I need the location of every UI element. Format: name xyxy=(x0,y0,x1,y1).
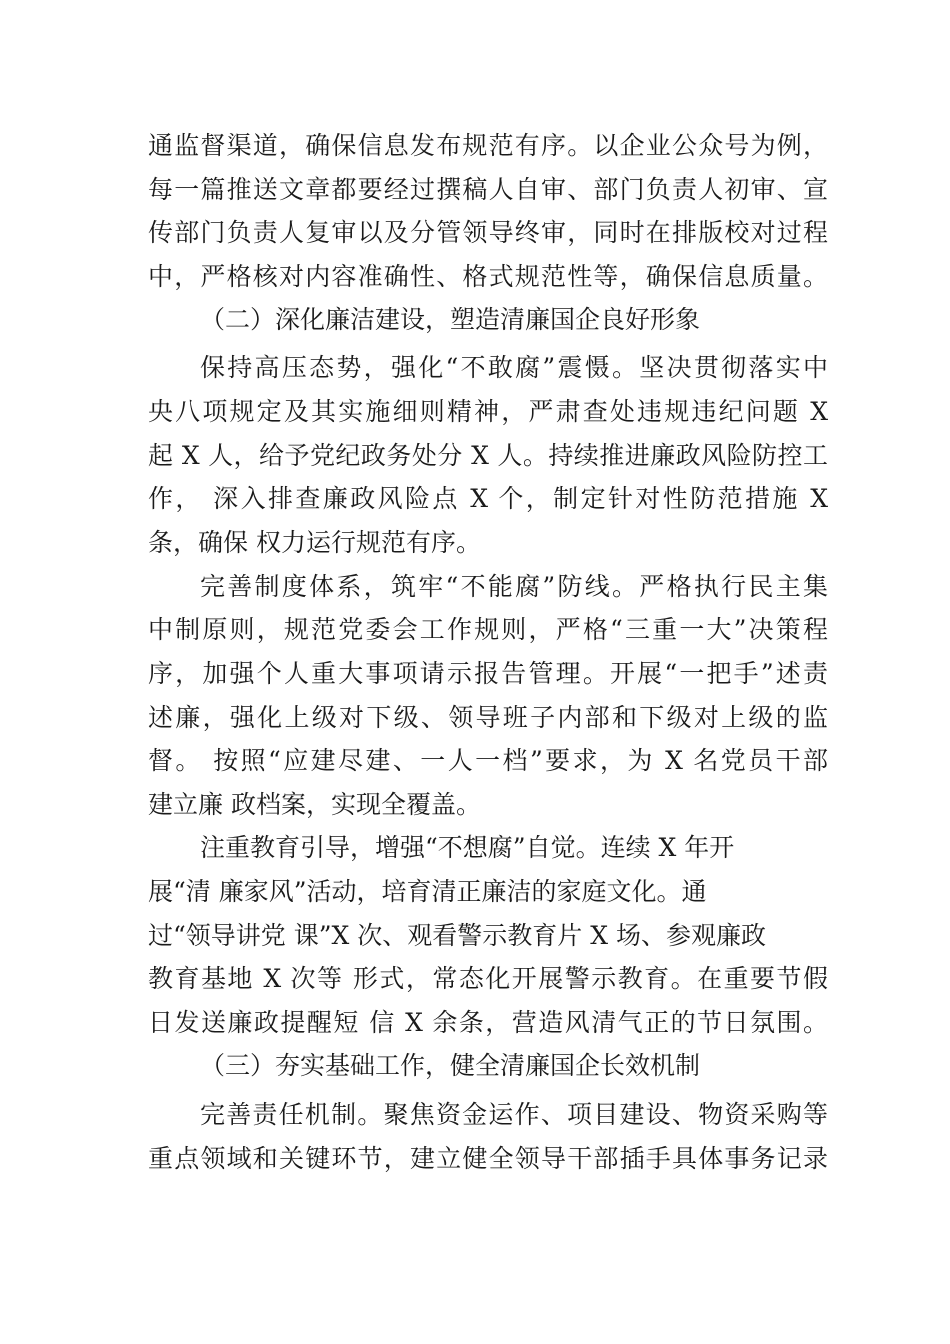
text-line-11: 完善制度体系，筑牢“不能腐”防线。严格执行民主集 xyxy=(200,572,828,601)
text-line-17: 注重教育引导，增强“不想腐”自觉。连续 X 年开 xyxy=(200,833,735,862)
section-heading-2: （二）深化廉洁建设，塑造清廉国企良好形象 xyxy=(200,305,701,334)
section-heading-3: （三）夯实基础工作，健全清廉国企长效机制 xyxy=(200,1051,701,1080)
text-line-14: 述廉，强化上级对下级、领导班子内部和下级对上级的监 xyxy=(148,703,828,732)
text-line-4: 中，严格核对内容准确性、格式规范性等，确保信息质量。 xyxy=(148,262,828,291)
text-line-2: 每一篇推送文章都要经过撰稿人自审、部门负责人初审、宣 xyxy=(148,175,828,204)
text-line-16: 建立廉 政档案，实现全覆盖。 xyxy=(148,790,481,819)
text-line-9: 作， 深入排查廉政风险点 X 个，制定针对性防范措施 X xyxy=(148,484,828,513)
text-line-21: 日发送廉政提醒短 信 X 余条，营造风清气正的节日氛围。 xyxy=(148,1008,828,1037)
text-line-3: 传部门负责人复审以及分管领导终审，同时在排版校对过程 xyxy=(148,218,828,247)
text-line-20: 教育基地 X 次等 形式，常态化开展警示教育。在重要节假 xyxy=(148,964,828,993)
text-line-13: 序，加强个人重大事项请示报告管理。开展“一把手”述责 xyxy=(148,659,828,688)
text-line-7: 央八项规定及其实施细则精神，严肃查处违规违纪问题 X xyxy=(148,397,828,426)
text-line-15: 督。 按照“应建尽建、一人一档”要求，为 X 名党员干部 xyxy=(148,746,828,775)
text-line-8: 起 X 人，给予党纪政务处分 X 人。持续推进廉政风险防控工 xyxy=(148,441,828,470)
text-line-1: 通监督渠道，确保信息发布规范有序。以企业公众号为例， xyxy=(148,131,828,160)
text-line-12: 中制原则，规范党委会工作规则，严格“三重一大”决策程 xyxy=(148,615,828,644)
text-line-18: 展“清 廉家风”活动，培育清正廉洁的家庭文化。通 xyxy=(148,877,707,906)
text-line-24: 重点领域和关键环节，建立健全领导干部插手具体事务记录 xyxy=(148,1144,828,1173)
text-line-10: 条，确保 权力运行规范有序。 xyxy=(148,528,481,557)
text-line-6: 保持高压态势，强化“不敢腐”震慑。坚决贯彻落实中 xyxy=(200,353,828,382)
text-line-23: 完善责任机制。聚焦资金运作、项目建设、物资采购等 xyxy=(200,1100,828,1129)
text-line-19: 过“领导讲党 课”X 次、观看警示教育片 X 场、参观廉政 xyxy=(148,921,766,950)
